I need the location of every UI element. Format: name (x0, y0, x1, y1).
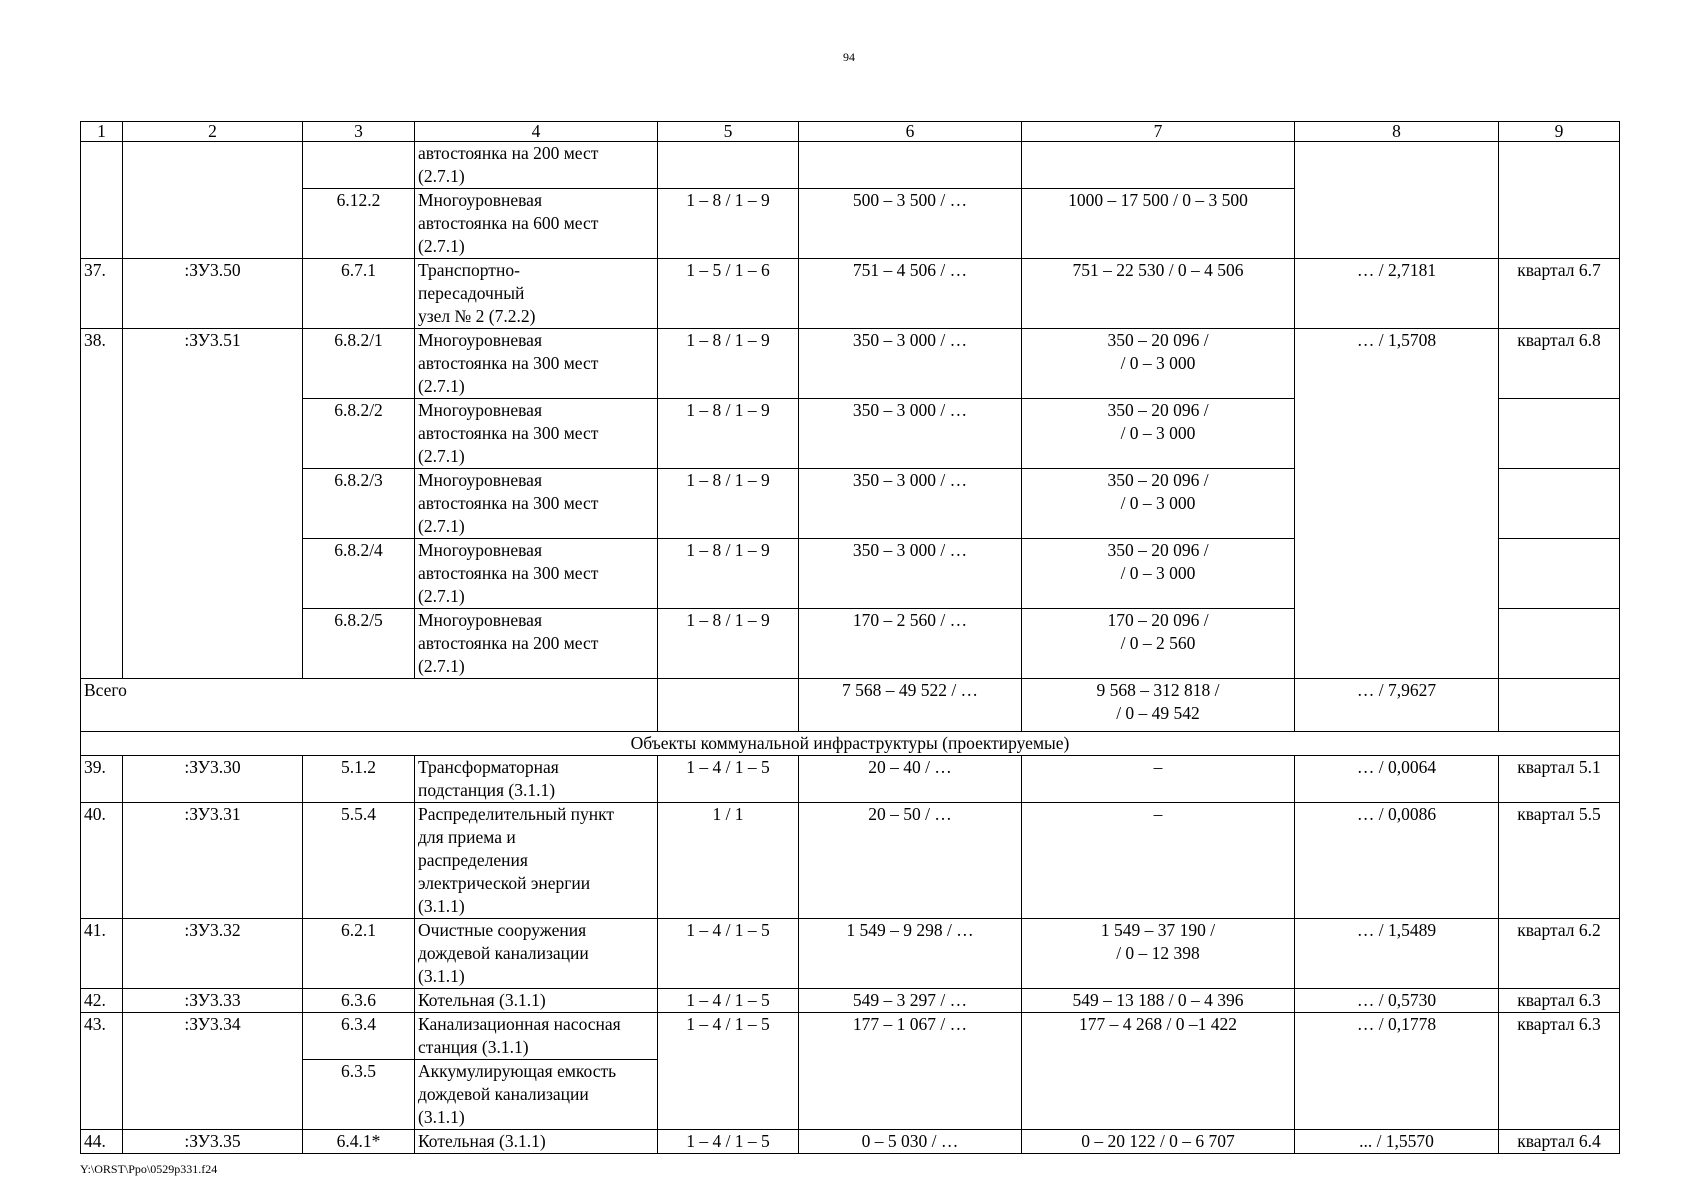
cell-col7: 1 549 – 37 190 / / 0 – 12 398 (1022, 919, 1295, 989)
cell-object-name: Многоуровневая автостоянка на 300 мест (2.7.1) (415, 329, 658, 399)
cell-plot-id: :ЗУ3.30 (123, 756, 303, 803)
table-row (81, 142, 1620, 189)
header-cell: 5 (658, 122, 799, 142)
cell-code: 6.12.2 (303, 189, 415, 259)
cell-location: квартал 5.1 (1499, 756, 1620, 803)
cell-col7: 350 – 20 096 / / 0 – 3 000 (1022, 539, 1295, 609)
cell-plot-id (123, 142, 303, 259)
cell-location: квартал 6.3 (1499, 1013, 1620, 1130)
cell-location: квартал 5.5 (1499, 803, 1620, 919)
cell-location (1499, 469, 1620, 539)
header-cell: 6 (799, 122, 1022, 142)
cell-col7: 350 – 20 096 / / 0 – 3 000 (1022, 329, 1295, 399)
cell-code: 6.8.2/3 (303, 469, 415, 539)
table-row (81, 1013, 1620, 1060)
cell-col6: 0 – 5 030 / … (799, 1130, 1022, 1154)
cell-code: 6.3.6 (303, 989, 415, 1013)
cell-col8: … / 2,7181 (1295, 259, 1499, 329)
cell-object-name: Аккумулирующая емкость дождевой канализации (3.1.1) (415, 1060, 658, 1130)
cell-col8: … / 0,0086 (1295, 803, 1499, 919)
cell-code: 6.2.1 (303, 919, 415, 989)
cell-col6: 751 – 4 506 / … (799, 259, 1022, 329)
cell-object-name: Многоуровневая автостоянка на 300 мест (2.7.1) (415, 539, 658, 609)
header-cell: 4 (415, 122, 658, 142)
cell-floors: 1 – 4 / 1 – 5 (658, 989, 799, 1013)
total-row (81, 679, 1620, 732)
header-cell: 8 (1295, 122, 1499, 142)
cell-floors: 1 – 8 / 1 – 9 (658, 189, 799, 259)
cell-floors: 1 – 8 / 1 – 9 (658, 539, 799, 609)
cell-object-name: Многоуровневая автостоянка на 300 мест (2.7.1) (415, 469, 658, 539)
cell-col7: 350 – 20 096 / / 0 – 3 000 (1022, 469, 1295, 539)
table-row (81, 329, 1620, 399)
cell-number: 38. (81, 329, 123, 679)
cell-col6: 1 549 – 9 298 / … (799, 919, 1022, 989)
cell-col8: … / 1,5708 (1295, 329, 1499, 679)
cell-number: 44. (81, 1130, 123, 1154)
cell-location: квартал 6.4 (1499, 1130, 1620, 1154)
cell-object-name: Транспортно- пересадочный узел № 2 (7.2.2) (415, 259, 658, 329)
table-row (81, 919, 1620, 989)
cell-code: 5.5.4 (303, 803, 415, 919)
cell-object-name: Многоуровневая автостоянка на 200 мест (2.7.1) (415, 609, 658, 679)
total-col8: … / 7,9627 (1295, 679, 1499, 732)
cell-floors: 1 – 8 / 1 – 9 (658, 469, 799, 539)
cell-floors: 1 / 1 (658, 803, 799, 919)
cell-location: квартал 6.7 (1499, 259, 1620, 329)
total-col7: 9 568 – 312 818 / / 0 – 49 542 (1022, 679, 1295, 732)
cell-location: квартал 6.8 (1499, 329, 1620, 399)
cell-object-name: Трансформаторная подстанция (3.1.1) (415, 756, 658, 803)
header-cell: 1 (81, 122, 123, 142)
header-cell: 9 (1499, 122, 1620, 142)
cell-plot-id: :ЗУ3.31 (123, 803, 303, 919)
cell-col8: … / 0,1778 (1295, 1013, 1499, 1130)
cell-col7: 549 – 13 188 / 0 – 4 396 (1022, 989, 1295, 1013)
cell-object-name: Канализационная насосная станция (3.1.1) (415, 1013, 658, 1060)
data-table (80, 121, 1620, 1154)
cell-col8: … / 0,0064 (1295, 756, 1499, 803)
cell-code (303, 142, 415, 189)
header-cell: 7 (1022, 122, 1295, 142)
cell-object-name: автостоянка на 200 мест (2.7.1) (415, 142, 658, 189)
cell-object-name: Распределительный пункт для приема и распределения электрической энергии (3.1.1) (415, 803, 658, 919)
cell-col7: 350 – 20 096 / / 0 – 3 000 (1022, 399, 1295, 469)
cell-code: 6.8.2/1 (303, 329, 415, 399)
cell-location (1499, 609, 1620, 679)
table-header-row (81, 122, 1620, 142)
cell-plot-id: :ЗУ3.35 (123, 1130, 303, 1154)
cell-floors: 1 – 8 / 1 – 9 (658, 399, 799, 469)
table-row (81, 1130, 1620, 1154)
cell-number: 41. (81, 919, 123, 989)
cell-number: 40. (81, 803, 123, 919)
cell-col6: 20 – 50 / … (799, 803, 1022, 919)
cell-col8: … / 0,5730 (1295, 989, 1499, 1013)
section-row (81, 732, 1620, 756)
cell-col6: 177 – 1 067 / … (799, 1013, 1022, 1130)
cell-floors (658, 142, 799, 189)
cell-col6: 350 – 3 000 / … (799, 329, 1022, 399)
cell-col7: – (1022, 756, 1295, 803)
cell-code: 6.8.2/4 (303, 539, 415, 609)
cell-col7 (1022, 142, 1295, 189)
table-row (81, 756, 1620, 803)
cell-floors: 1 – 4 / 1 – 5 (658, 919, 799, 989)
cell-col6 (799, 142, 1022, 189)
section-title: Объекты коммунальной инфраструктуры (проектируемые) (81, 732, 1620, 756)
cell-floors: 1 – 4 / 1 – 5 (658, 1130, 799, 1154)
cell-object-name: Котельная (3.1.1) (415, 989, 658, 1013)
table-row (81, 989, 1620, 1013)
cell-col7: 177 – 4 268 / 0 –1 422 (1022, 1013, 1295, 1130)
cell-number: 42. (81, 989, 123, 1013)
cell-object-name: Многоуровневая автостоянка на 300 мест (2.7.1) (415, 399, 658, 469)
cell-col7: 0 – 20 122 / 0 – 6 707 (1022, 1130, 1295, 1154)
cell-col6: 350 – 3 000 / … (799, 469, 1022, 539)
cell-location: квартал 6.3 (1499, 989, 1620, 1013)
cell-col6: 500 – 3 500 / … (799, 189, 1022, 259)
cell-object-name: Многоуровневая автостоянка на 600 мест (2.7.1) (415, 189, 658, 259)
total-col6: 7 568 – 49 522 / … (799, 679, 1022, 732)
cell-code: 6.7.1 (303, 259, 415, 329)
cell-col6: 549 – 3 297 / … (799, 989, 1022, 1013)
cell-code: 6.8.2/2 (303, 399, 415, 469)
cell-plot-id: :ЗУ3.33 (123, 989, 303, 1013)
header-cell: 3 (303, 122, 415, 142)
cell-col7: 170 – 20 096 / / 0 – 2 560 (1022, 609, 1295, 679)
cell-floors: 1 – 8 / 1 – 9 (658, 609, 799, 679)
cell-code: 6.8.2/5 (303, 609, 415, 679)
cell-number (81, 142, 123, 259)
cell-plot-id: :ЗУ3.51 (123, 329, 303, 679)
cell-code: 6.3.4 (303, 1013, 415, 1060)
cell-plot-id: :ЗУ3.32 (123, 919, 303, 989)
cell-col6: 170 – 2 560 / … (799, 609, 1022, 679)
cell-location (1499, 539, 1620, 609)
table-row (81, 803, 1620, 919)
cell-location (1499, 399, 1620, 469)
cell-floors: 1 – 5 / 1 – 6 (658, 259, 799, 329)
header-cell: 2 (123, 122, 303, 142)
cell-object-name: Очистные сооружения дождевой канализации (3.1.1) (415, 919, 658, 989)
cell-location (1499, 679, 1620, 732)
cell-plot-id: :ЗУ3.50 (123, 259, 303, 329)
cell-location (1499, 142, 1620, 259)
cell-number: 37. (81, 259, 123, 329)
cell-col6: 20 – 40 / … (799, 756, 1022, 803)
cell-code: 6.3.5 (303, 1060, 415, 1130)
footer-file-path: Y:\ORST\Ppo\0529p331.f24 (80, 1162, 218, 1176)
cell-floors: 1 – 8 / 1 – 9 (658, 329, 799, 399)
cell-number: 43. (81, 1013, 123, 1130)
cell-col8: … / 1,5489 (1295, 919, 1499, 989)
cell-col7: 1000 – 17 500 / 0 – 3 500 (1022, 189, 1295, 259)
page-number: 94 (843, 50, 855, 64)
cell-col6: 350 – 3 000 / … (799, 399, 1022, 469)
cell-col8 (1295, 142, 1499, 259)
cell-object-name: Котельная (3.1.1) (415, 1130, 658, 1154)
cell-location: квартал 6.2 (1499, 919, 1620, 989)
table-row (81, 259, 1620, 329)
cell-col7: 751 – 22 530 / 0 – 4 506 (1022, 259, 1295, 329)
cell-code: 5.1.2 (303, 756, 415, 803)
cell-floors: 1 – 4 / 1 – 5 (658, 1013, 799, 1130)
cell-floors (658, 679, 799, 732)
cell-col7: – (1022, 803, 1295, 919)
cell-col6: 350 – 3 000 / … (799, 539, 1022, 609)
cell-floors: 1 – 4 / 1 – 5 (658, 756, 799, 803)
cell-plot-id: :ЗУ3.34 (123, 1013, 303, 1130)
cell-code: 6.4.1* (303, 1130, 415, 1154)
cell-number: 39. (81, 756, 123, 803)
total-label: Всего (81, 679, 658, 732)
cell-col8: ... / 1,5570 (1295, 1130, 1499, 1154)
